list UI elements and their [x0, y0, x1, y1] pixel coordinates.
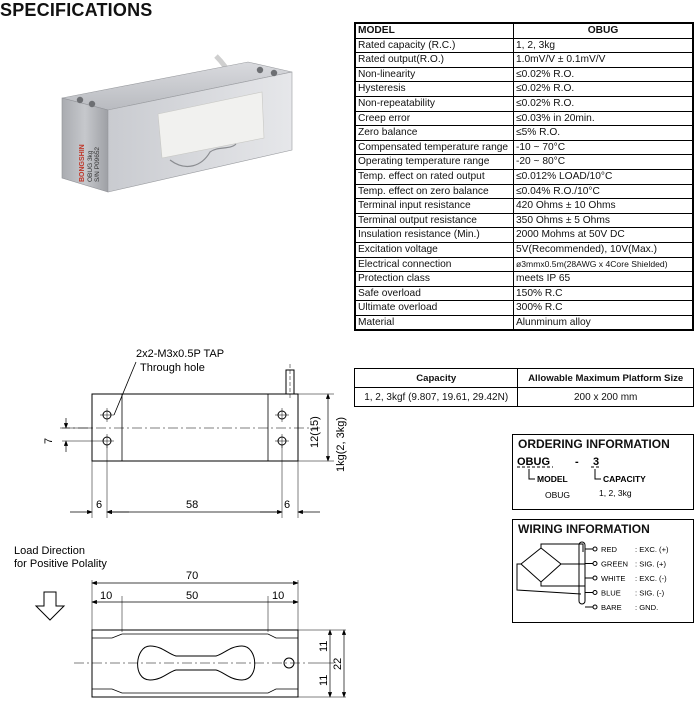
- wire-terminal: [593, 576, 597, 580]
- photo-model: OBUG 3kg: [87, 150, 94, 182]
- dim-height: 12(15): [309, 416, 321, 448]
- capacity-note: 1kg(2, 3kg): [335, 416, 347, 472]
- spec-table: [354, 22, 694, 331]
- load-cell-photo: [40, 40, 330, 230]
- ordering-value-capacity: 1, 2, 3kg: [599, 488, 632, 498]
- wire-signal: : SIG. (+): [635, 559, 667, 569]
- ordering-code-capacity: 3: [593, 456, 600, 468]
- wire-signal: : SIG. (-): [635, 588, 665, 598]
- ordering-info-box: [512, 434, 694, 510]
- dim-middle-span: 50: [186, 590, 199, 602]
- spec-param: Operating temperature range: [355, 155, 514, 170]
- spec-param: Temp. effect on zero balance: [355, 184, 514, 199]
- table-row: [355, 301, 693, 316]
- cable-bundle: [579, 542, 585, 604]
- table-row: [355, 140, 693, 155]
- table-row: [355, 286, 693, 301]
- spec-value: -20 ~ 80°C: [514, 155, 694, 170]
- dim-left-block: 10: [100, 590, 113, 602]
- wire-terminal: [593, 591, 597, 595]
- top-view-drawing: [0, 340, 360, 530]
- photo-serial: S/N P09652: [94, 146, 101, 182]
- spec-value: 5V(Recommended), 10V(Max.): [514, 242, 694, 257]
- table-row: [355, 96, 693, 111]
- load-direction-note-2: for Positive Polality: [14, 558, 107, 570]
- side-view-body: [92, 630, 298, 697]
- tap-note: 2x2-M3x0.5P TAP: [136, 348, 225, 360]
- load-arrow-icon: [36, 592, 64, 620]
- spec-param: Terminal output resistance: [355, 213, 514, 228]
- load-direction-note: Load Direction: [14, 545, 85, 557]
- table-row: [355, 315, 693, 330]
- table-row: [355, 82, 693, 97]
- spec-value: ≤0.02% R.O.: [514, 82, 694, 97]
- spec-param: Excitation voltage: [355, 242, 514, 257]
- wire-terminal: [593, 562, 597, 566]
- table-row: [355, 228, 693, 243]
- wire-signal: : EXC. (+): [635, 545, 669, 554]
- spec-param: Ultimate overload: [355, 301, 514, 316]
- table-row: [355, 184, 693, 199]
- through-hole-note: Through hole: [140, 362, 205, 374]
- table-row: [355, 126, 693, 141]
- spec-param: Non-linearity: [355, 67, 514, 82]
- table-row: [355, 213, 693, 228]
- dim-half-bottom: 11: [318, 674, 330, 686]
- spec-value: ≤0.02% R.O.: [514, 96, 694, 111]
- spec-value: ≤0.03% in 20min.: [514, 111, 694, 126]
- ordering-diagram: [513, 435, 693, 509]
- wheatstone-bridge: [521, 548, 561, 582]
- spec-value: ≤0.012% LOAD/10°C: [514, 169, 694, 184]
- spec-value: ø3mmx0.5m(28AWG x 4Core Shielded): [514, 257, 694, 272]
- table-row: [355, 272, 693, 287]
- spec-param: Rated capacity (R.C.): [355, 38, 514, 53]
- wiring-diagram: [513, 520, 693, 622]
- side-view-drawing: [0, 540, 360, 711]
- table-row: [355, 388, 694, 407]
- table-row: [355, 169, 693, 184]
- wiring-info-box: [512, 519, 694, 623]
- platform-header: Allowable Maximum Platform Size: [518, 369, 694, 388]
- spec-param: Temp. effect on rated output: [355, 169, 514, 184]
- spec-param: Rated output(R.O.): [355, 53, 514, 68]
- dim-half-top: 11: [318, 640, 330, 652]
- spec-value: ≤5% R.O.: [514, 126, 694, 141]
- spec-param: Creep error: [355, 111, 514, 126]
- dim-right-offset: 6: [284, 499, 291, 511]
- ordering-title: ORDERING INFORMATION: [518, 437, 670, 451]
- wire-color: RED: [601, 545, 618, 554]
- spec-param: Non-repeatability: [355, 96, 514, 111]
- spec-value: 350 Ohms ± 5 Ohms: [514, 213, 694, 228]
- spec-param: Safe overload: [355, 286, 514, 301]
- spec-param: Insulation resistance (Min.): [355, 228, 514, 243]
- dim-right-block: 10: [272, 590, 285, 602]
- screw-hole: [271, 70, 277, 76]
- spec-header-row: [355, 23, 693, 38]
- table-row: [355, 38, 693, 53]
- spec-header-model: MODEL: [355, 23, 514, 38]
- screw-hole: [77, 97, 83, 103]
- spec-value: 2000 Mohms at 50V DC: [514, 228, 694, 243]
- photo-brand: BONGSHIN: [79, 144, 86, 182]
- spec-value: 300% R.C: [514, 301, 694, 316]
- wire-signal: : EXC. (-): [635, 574, 667, 583]
- spec-title: SPECIFICATIONS: [0, 0, 153, 20]
- wire-color: WHITE: [601, 574, 626, 583]
- dim-hole-spacing: 58: [186, 499, 199, 511]
- spec-value: 150% R.C: [514, 286, 694, 301]
- spec-value: ≤0.04% R.O./10°C: [514, 184, 694, 199]
- table-row: [355, 155, 693, 170]
- wire-terminal: [593, 605, 597, 609]
- ordering-label-model: MODEL: [537, 474, 568, 484]
- wiring-title: WIRING INFORMATION: [518, 522, 650, 536]
- ordering-label-capacity: CAPACITY: [603, 474, 646, 484]
- table-row: [355, 111, 693, 126]
- table-row: [355, 53, 693, 68]
- spec-value: 1, 2, 3kg: [514, 38, 694, 53]
- screw-hole: [89, 101, 95, 107]
- spec-value: 420 Ohms ± 10 Ohms: [514, 199, 694, 214]
- spec-param: Electrical connection: [355, 257, 514, 272]
- dim-hole-offset: 7: [43, 437, 55, 444]
- wire-list: [585, 545, 669, 612]
- top-view-body: [92, 394, 298, 461]
- capacity-value: 1, 2, 3kgf (9.807, 19.61, 29.42N): [355, 388, 518, 407]
- ordering-code-model: OBUG: [517, 456, 550, 468]
- capacity-table: [354, 368, 694, 407]
- spec-value: Alunminum alloy: [514, 315, 694, 330]
- table-row: [355, 242, 693, 257]
- dim-total-length: 70: [186, 570, 199, 582]
- dim-total-height: 22: [332, 657, 344, 670]
- spec-value: meets IP 65: [514, 272, 694, 287]
- spec-param: Hysteresis: [355, 82, 514, 97]
- spec-param: Terminal input resistance: [355, 199, 514, 214]
- spec-param: Compensated temperature range: [355, 140, 514, 155]
- table-row: [355, 257, 693, 272]
- wire-color: BLUE: [601, 588, 621, 598]
- ordering-dash: -: [575, 456, 579, 468]
- capacity-header: Capacity: [355, 369, 518, 388]
- screw-hole: [257, 67, 263, 73]
- wire-color: GREEN: [601, 559, 629, 569]
- spec-param: Protection class: [355, 272, 514, 287]
- spec-value: 1.0mV/V ± 0.1mV/V: [514, 53, 694, 68]
- table-row: [355, 67, 693, 82]
- wire-signal: : GND.: [635, 603, 659, 612]
- spec-param: Material: [355, 315, 514, 330]
- platform-value: 200 x 200 mm: [518, 388, 694, 407]
- wire-terminal: [593, 547, 597, 551]
- table-row: [355, 199, 693, 214]
- dim-left-offset: 6: [96, 499, 103, 511]
- spec-param: Zero balance: [355, 126, 514, 141]
- wire-color: BARE: [601, 603, 622, 612]
- ordering-value-model: OBUG: [545, 490, 571, 500]
- spec-value: -10 ~ 70°C: [514, 140, 694, 155]
- spec-value: ≤0.02% R.O.: [514, 67, 694, 82]
- spec-header-value: OBUG: [514, 23, 694, 38]
